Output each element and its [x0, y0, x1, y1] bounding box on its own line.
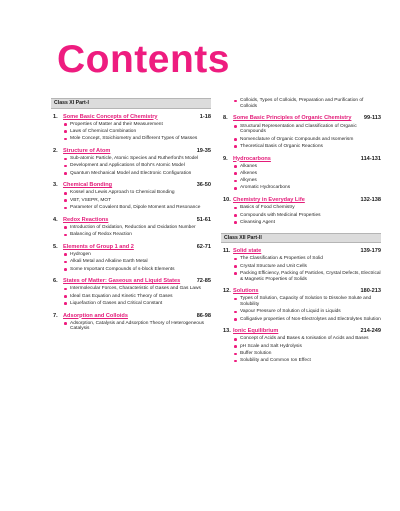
topic-item — [64, 190, 211, 196]
chapter-title-link[interactable]: Adsorption and Colloids — [63, 312, 128, 319]
chapter-page-range: 180-213 — [360, 288, 381, 295]
bullet-icon — [234, 265, 237, 268]
bullet-icon — [64, 123, 67, 126]
chapter-title-link[interactable]: Hydrocarbons — [233, 155, 271, 162]
topic-text: Ideal Gas Equation and Kinetic Theory of Gases — [70, 293, 173, 299]
bullet-icon — [234, 100, 237, 103]
topic-item — [234, 317, 381, 323]
bullet-icon — [64, 261, 67, 264]
topic-item — [64, 294, 211, 300]
topic-text: Adsorption, Catalysis and Adsorption Theory of Heterogeneous Catalysis — [70, 320, 205, 332]
topic-item — [234, 213, 381, 219]
chapter-number: 13. — [223, 328, 231, 335]
chapter-heading — [221, 197, 381, 204]
bullet-icon — [64, 199, 67, 202]
chapter-heading — [51, 313, 211, 320]
chapter-entry[interactable] — [221, 288, 381, 322]
topic-text: Parameter of Covalent Bond, Dipole Moment and Resonance — [70, 205, 201, 211]
topic-text: Properties of Matter and their Measurement — [70, 121, 163, 127]
topic-item — [64, 225, 211, 231]
topic-text: Alkenes — [240, 170, 258, 176]
bullet-icon — [64, 192, 67, 195]
chapter-page-range: 36-50 — [196, 182, 211, 189]
chapter-number: 12. — [223, 288, 231, 295]
chapter-number: 3. — [53, 182, 58, 189]
bullet-icon — [64, 226, 67, 229]
topic-list — [221, 124, 381, 150]
topic-list — [221, 164, 381, 192]
topic-text: pH Scale and Salt Hydrolysis — [240, 343, 302, 349]
topic-text: Colloids, Types of Colloids, Preparation and Purification of Colloids — [240, 98, 364, 109]
chapter-page-range: 72-85 — [196, 278, 211, 285]
topic-text: Packing Efficiency, Packing of Particles, Crystal Defects, Electrical & Magnetic Properties of Solids — [240, 270, 381, 282]
chapter-number: 4. — [53, 216, 58, 223]
topic-item — [64, 252, 211, 258]
chapter-entry[interactable] — [51, 313, 211, 333]
bullet-icon — [234, 345, 237, 348]
chapter-page-range: 1-18 — [199, 113, 211, 120]
topic-text: Alkanes — [240, 163, 258, 169]
topic-text: Buffer Solution — [240, 351, 272, 357]
topic-item — [234, 336, 381, 342]
left-column — [51, 98, 211, 338]
topic-item — [64, 129, 211, 135]
topic-item — [234, 185, 381, 191]
chapter-title-link[interactable]: Some Basic Concepts of Chemistry — [63, 113, 158, 120]
topic-item — [234, 124, 381, 135]
topic-list — [221, 336, 381, 364]
chapter-title-link[interactable]: Redox Reactions — [63, 216, 109, 223]
chapter-title-link[interactable]: Solutions — [233, 288, 259, 295]
topic-item — [234, 358, 381, 364]
topic-item — [64, 163, 211, 169]
topic-text: Crystal Structure and Unit Cells — [240, 263, 307, 269]
topic-list — [51, 252, 211, 272]
chapter-title-link[interactable]: Ionic Equilibrium — [233, 328, 279, 335]
chapter-page-range: 62-71 — [196, 243, 211, 250]
bullet-icon — [234, 180, 237, 183]
chapter-entry[interactable] — [51, 182, 211, 210]
chapter-heading — [221, 115, 381, 122]
topic-item — [64, 286, 211, 292]
topic-list — [51, 156, 211, 176]
chapter-heading — [51, 182, 211, 189]
chapter-entry[interactable] — [51, 148, 211, 176]
topic-item — [64, 198, 211, 204]
chapter-number: 1. — [53, 113, 58, 120]
bullet-icon — [234, 272, 237, 275]
topic-item — [234, 144, 381, 150]
topic-item — [234, 296, 381, 307]
topic-item — [234, 137, 381, 143]
topic-text: Liquefaction of Gases and Critical Constant — [70, 300, 163, 306]
bullet-icon — [234, 165, 237, 168]
bullet-icon — [234, 207, 237, 210]
topic-item — [234, 164, 381, 170]
topic-text: Structural Representation and Classification of Organic Compounds — [240, 123, 357, 135]
bullet-icon — [234, 187, 237, 190]
topic-text: Alkali Metal and Alkaline Earth Metal — [70, 259, 148, 265]
topic-text: Theoretical Basis of Organic Reactions — [240, 143, 323, 149]
chapter-heading — [51, 244, 211, 251]
topic-item — [64, 171, 211, 177]
topic-item — [64, 267, 211, 273]
bullet-icon — [64, 288, 67, 291]
topic-list — [221, 296, 381, 322]
chapter-entry[interactable] — [221, 328, 381, 364]
topic-text: Solubility and Common Ion Effect — [240, 358, 311, 364]
chapter-number: 8. — [223, 115, 228, 122]
bullet-icon — [234, 214, 237, 217]
chapter-entry[interactable] — [51, 217, 211, 238]
topic-text: Basics of Food Chemistry — [240, 205, 295, 211]
chapter-heading — [221, 248, 381, 255]
chapter-page-range: 139-179 — [360, 248, 381, 255]
topic-item — [234, 256, 381, 262]
topic-text: Nomenclature of Organic Compounds and Isomerism — [240, 136, 354, 142]
chapter-number: 6. — [53, 278, 58, 285]
section-header-part1: Class XI Part-I — [51, 98, 211, 109]
topic-item — [234, 171, 381, 177]
chapter-list — [51, 114, 211, 333]
bullet-icon — [234, 172, 237, 175]
topic-text: Sub-atomic Particle, Atomic Species and Rutherford's Model — [70, 156, 199, 162]
chapter-title-link[interactable]: Chemical Bonding — [63, 182, 113, 189]
chapter-page-range: 114-131 — [360, 155, 381, 162]
chapter-title-link[interactable]: States of Matter: Gaseous and Liquid States — [63, 278, 181, 285]
topic-text: Vapour Pressure of Solution of Liquid in Liquids — [240, 309, 341, 315]
topic-text: Introduction of Oxidation, Reduction and Oxidation Number — [70, 224, 196, 230]
chapter-heading — [51, 278, 211, 285]
bullet-icon — [234, 221, 237, 224]
chapter-number: 2. — [53, 147, 58, 154]
chapter-heading — [51, 114, 211, 121]
topic-text: Compounds with Medicinal Properties — [240, 212, 321, 218]
topic-text: Aromatic Hydrocarbons — [240, 185, 291, 191]
topic-text: Cleansing Agent — [240, 219, 275, 225]
bullet-icon — [64, 165, 67, 168]
topic-item — [64, 301, 211, 307]
topic-list — [221, 256, 381, 282]
topic-item — [234, 220, 381, 226]
topic-item — [64, 136, 211, 142]
topic-text: Colligative properties of Non-Electrolytes and Electrolytes Solution — [240, 316, 381, 322]
bullet-icon — [234, 138, 237, 141]
topic-item — [234, 205, 381, 211]
page-title: Contents — [57, 38, 230, 81]
chapter-title-link[interactable]: Solid state — [233, 248, 262, 255]
chapter-heading — [221, 288, 381, 295]
topic-item — [234, 178, 381, 184]
topic-list — [51, 321, 211, 332]
chapter-page-range: 99-113 — [363, 115, 381, 122]
chapter-entry[interactable] — [221, 248, 381, 282]
topic-list — [51, 190, 211, 210]
chapter-title-link[interactable]: Structure of Atom — [63, 147, 111, 154]
chapter-entry[interactable] — [221, 115, 381, 149]
chapter-number: 7. — [53, 312, 58, 319]
topic-text: Hydrogen — [70, 251, 91, 257]
chapter-page-range: 214-249 — [360, 328, 381, 335]
topic-text: Mole Concept, Stoichiometry and Different Types of Masses — [70, 136, 198, 142]
topic-item — [234, 351, 381, 357]
topic-item — [234, 271, 381, 282]
topic-item — [64, 259, 211, 265]
bullet-icon — [234, 311, 237, 314]
chapter-heading — [51, 217, 211, 224]
chapter-entry[interactable] — [221, 197, 381, 225]
topic-text: Quantum Mechanical Model and Electronic Configuration — [70, 170, 192, 176]
bullet-icon — [234, 145, 237, 148]
bullet-icon — [64, 158, 67, 161]
chapter-page-range: 86-98 — [196, 312, 211, 319]
topic-list — [51, 225, 211, 238]
topic-item — [64, 205, 211, 211]
chapter-entry[interactable] — [221, 156, 381, 192]
bullet-icon — [234, 318, 237, 321]
bullet-icon — [234, 298, 237, 301]
topic-item — [234, 344, 381, 350]
topic-item — [234, 98, 381, 109]
topic-item — [234, 309, 381, 315]
bullet-icon — [64, 302, 67, 305]
bullet-icon — [64, 322, 67, 325]
bullet-icon — [64, 172, 67, 175]
topic-text: Laws of Chemical Combination — [70, 128, 137, 134]
topic-item — [64, 232, 211, 238]
chapter-page-range: 51-61 — [196, 216, 211, 223]
chapter-number: 9. — [223, 155, 228, 162]
chapter-title-link[interactable]: Some Basic Principles of Organic Chemistry — [233, 115, 352, 122]
bullet-icon — [64, 130, 67, 133]
topic-text: Balancing of Redox Reaction — [70, 232, 132, 238]
right-column — [221, 98, 381, 370]
topic-item — [64, 122, 211, 128]
topic-text: Alkynes — [240, 178, 257, 184]
topic-text: VBT, VSEPR, MOT — [70, 197, 112, 203]
topic-item — [64, 321, 211, 332]
topic-text: Intermolecular Forces, Characteristic of Gases and Gas Laws — [70, 286, 201, 292]
chapter-page-range: 132-138 — [360, 197, 381, 204]
topic-list — [51, 286, 211, 306]
bullet-icon — [64, 295, 67, 298]
bullet-icon — [64, 207, 67, 210]
topic-item — [64, 156, 211, 162]
chapter-list — [221, 115, 381, 225]
chapter-heading — [221, 156, 381, 163]
topic-text: The Classification & Properties of Solid — [240, 256, 323, 262]
chapter-number: 5. — [53, 243, 58, 250]
topic-item — [234, 264, 381, 270]
chapter-heading — [221, 328, 381, 335]
bullet-icon — [64, 268, 67, 271]
continued-topic-list — [221, 98, 381, 109]
bullet-icon — [64, 234, 67, 237]
chapter-page-range: 19-35 — [196, 147, 211, 154]
bullet-icon — [234, 258, 237, 261]
chapter-heading — [51, 148, 211, 155]
chapter-entry[interactable] — [51, 278, 211, 306]
topic-text: Kossel and Lewis Approach to Chemical Bonding — [70, 190, 175, 196]
chapter-title-link[interactable]: Chemistry in Everyday Life — [233, 197, 305, 204]
bullet-icon — [234, 353, 237, 356]
topic-list — [221, 205, 381, 225]
bullet-icon — [234, 338, 237, 341]
topic-list — [51, 122, 211, 142]
topic-text: Types of Solution, Capacity of Solution to Dissolve Solute and Solubility — [240, 296, 372, 308]
chapter-number: 10. — [223, 197, 231, 204]
chapter-number: 11. — [223, 248, 231, 255]
section-header-part2: Class XII Part-II — [221, 233, 381, 244]
chapter-entry[interactable] — [51, 244, 211, 272]
topic-text: Concept of Acids and Bases & Ionisation of Acids and Bases — [240, 336, 369, 342]
bullet-icon — [234, 360, 237, 363]
bullet-icon — [64, 138, 67, 141]
topic-text: Some Important Compounds of s-block Elements — [70, 266, 175, 272]
bullet-icon — [64, 253, 67, 256]
chapter-entry[interactable] — [51, 114, 211, 142]
chapter-title-link[interactable]: Elements of Group 1 and 2 — [63, 243, 134, 250]
topic-text: Development and Applications of Bohr's Atomic Model — [70, 163, 185, 169]
chapter-list — [221, 248, 381, 364]
bullet-icon — [234, 125, 237, 128]
